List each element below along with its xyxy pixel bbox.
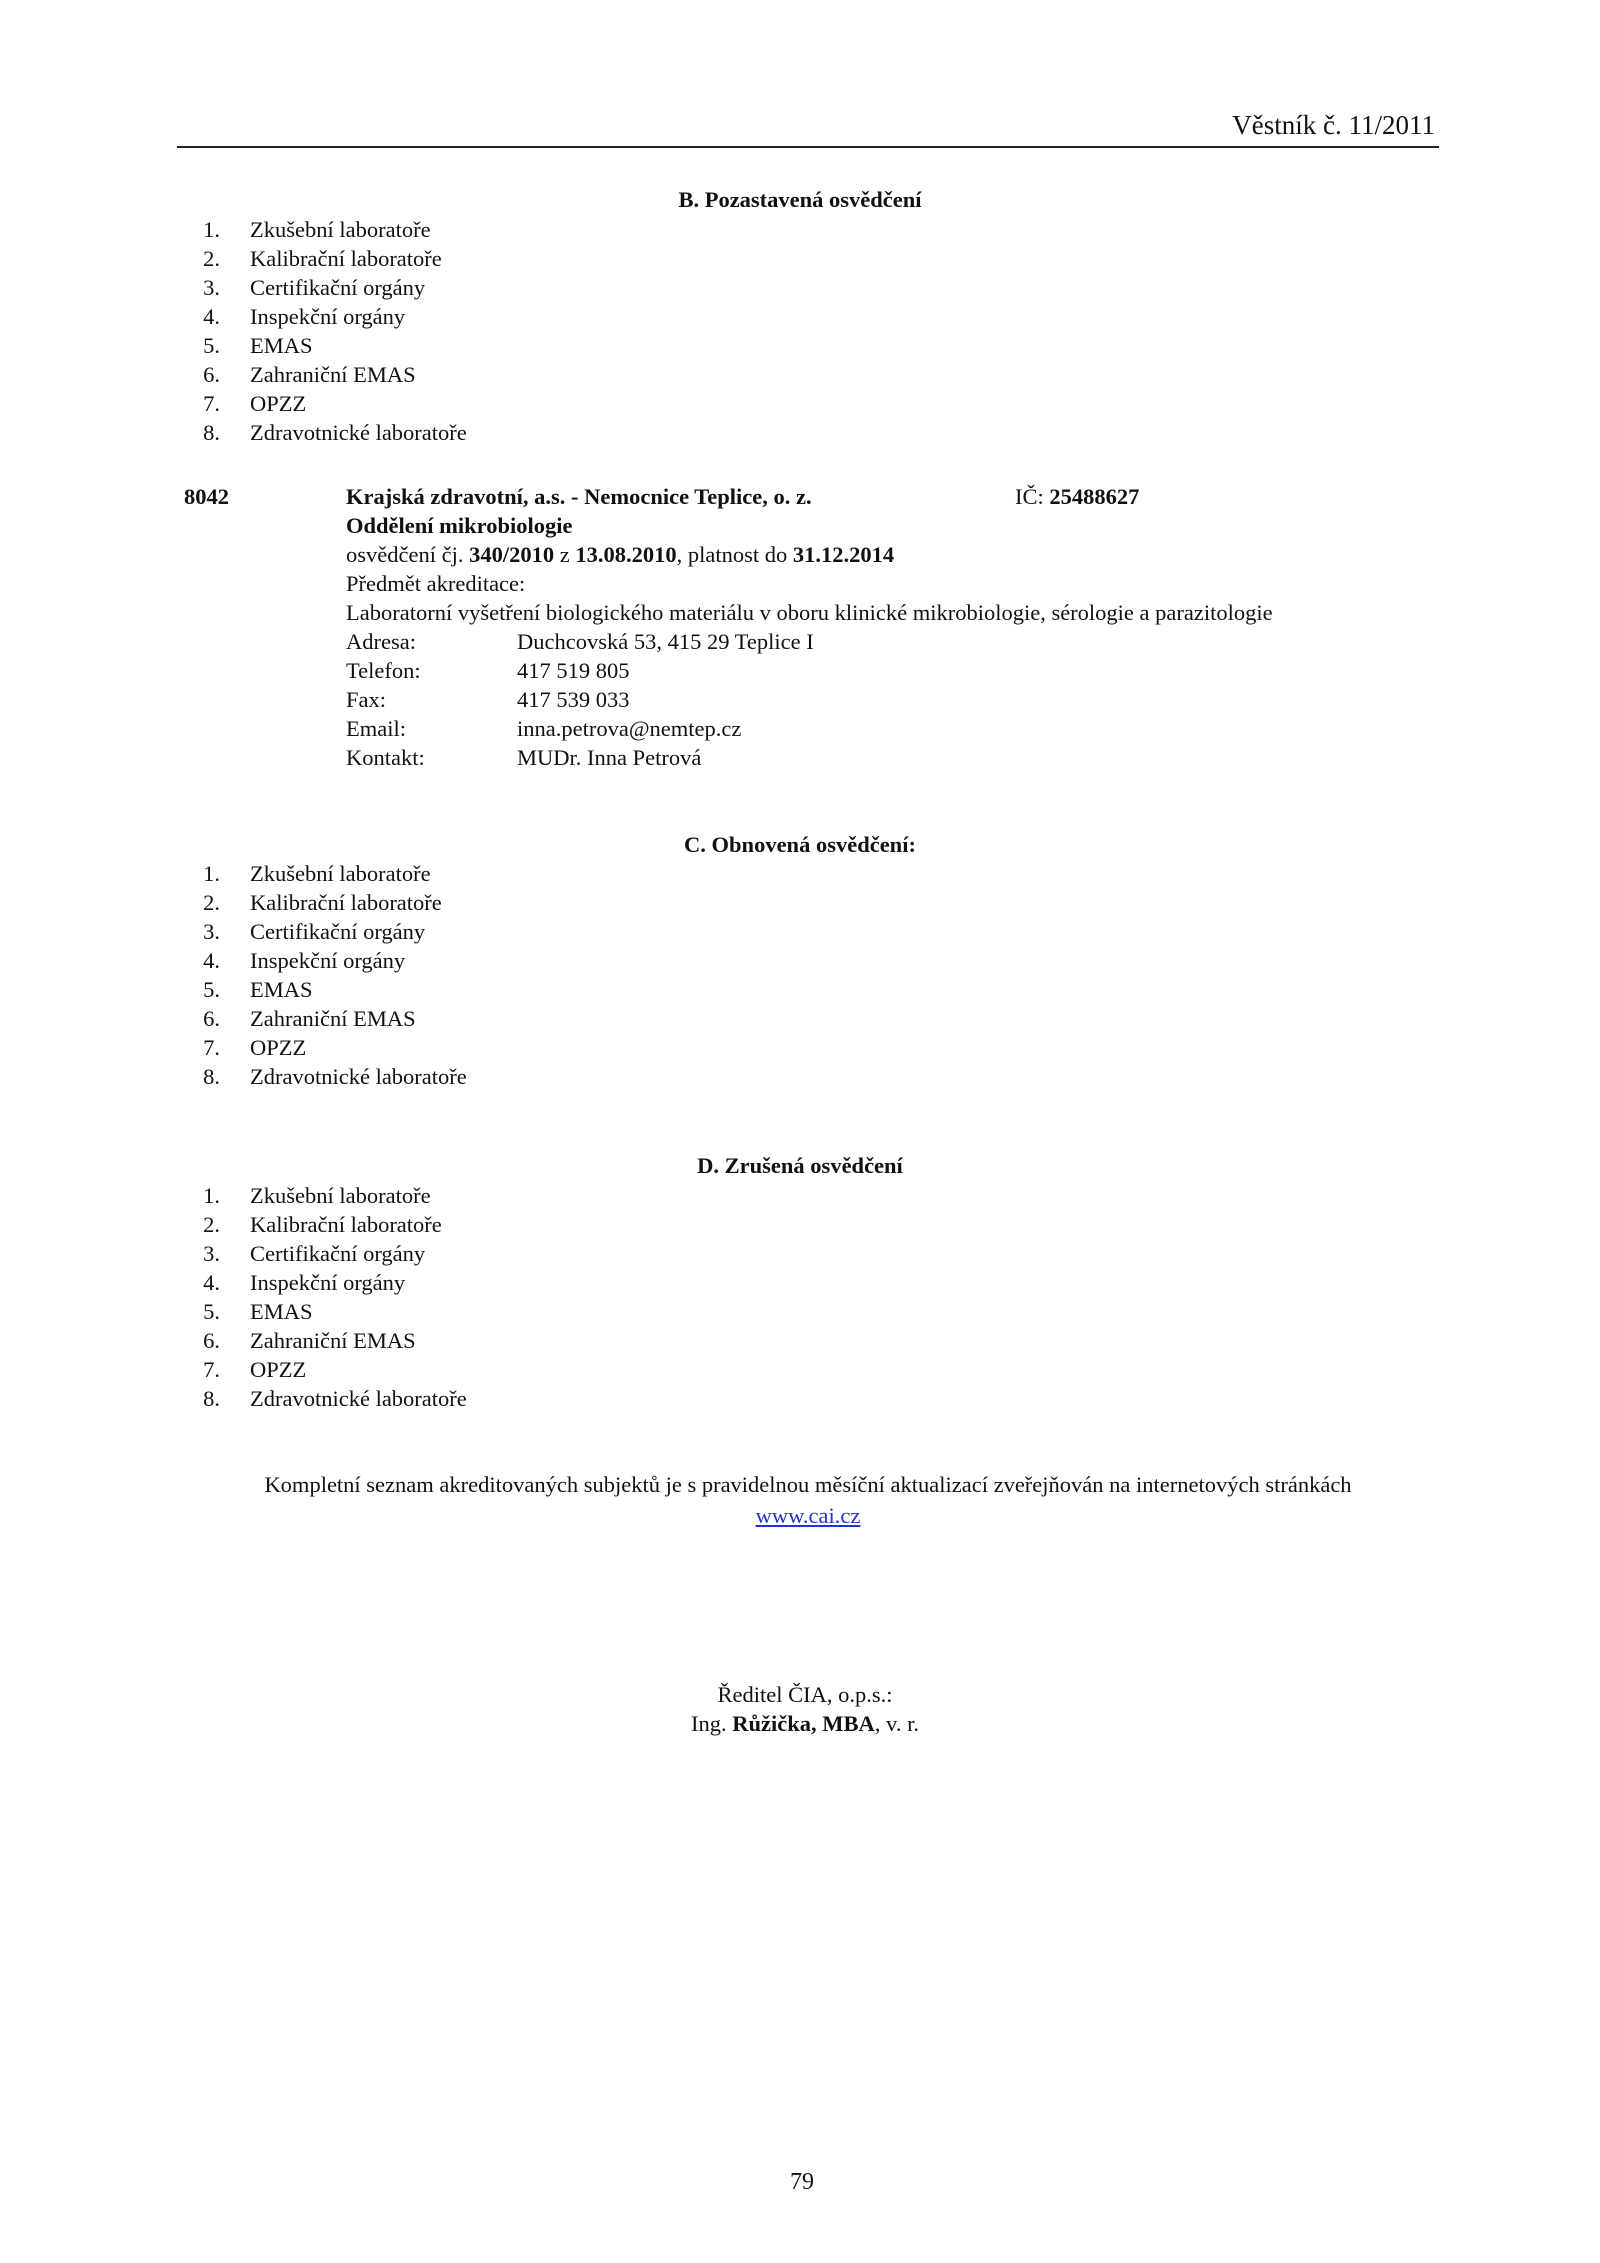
- entry-fax: Fax: 417 539 033: [346, 687, 630, 712]
- entry-name: Krajská zdravotní, a.s. - Nemocnice Teplice, o. z.: [346, 484, 812, 509]
- list-item: 4. Inspekční orgány: [203, 304, 406, 329]
- footer-note-text: Kompletní seznam akreditovaných subjektů je s pravidelnou měsíční aktualizací zveřejňován na internetových stránkách: [264, 1472, 1352, 1497]
- list-item: 2. Kalibrační laboratoře: [203, 890, 442, 915]
- list-item: 2. Kalibrační laboratoře: [203, 246, 442, 271]
- section-c-title: C. Obnovená osvědčení:: [684, 832, 916, 857]
- list-item: 7. OPZZ: [203, 1357, 307, 1382]
- page-number: 79: [790, 2169, 814, 2195]
- list-item: 7. OPZZ: [203, 1035, 307, 1060]
- list-item: 3. Certifikační orgány: [203, 275, 426, 300]
- entry-phone: Telefon: 417 519 805: [346, 658, 630, 683]
- entry-subject: Laboratorní vyšetření biologického materiálu v oboru klinické mikrobiologie, sérologie a parazitologie: [346, 600, 1273, 625]
- list-item: 6. Zahraniční EMAS: [203, 362, 416, 387]
- signature-name: Ing. Růžička, MBA, v. r.: [691, 1711, 919, 1736]
- list-item: 6. Zahraniční EMAS: [203, 1006, 416, 1031]
- list-item: 4. Inspekční orgány: [203, 948, 406, 973]
- signature-role: Ředitel ČIA, o.p.s.:: [717, 1682, 893, 1707]
- section-d-title: D. Zrušená osvědčení: [697, 1153, 903, 1178]
- list-item: 8. Zdravotnické laboratoře: [203, 420, 467, 445]
- section-b-list: [198, 215, 467, 447]
- entry-contact: Kontakt: MUDr. Inna Petrová: [346, 745, 702, 770]
- entry-address: Adresa: Duchcovská 53, 415 29 Teplice I: [346, 629, 814, 654]
- list-item: 5. EMAS: [203, 1299, 313, 1324]
- section-c-list: [198, 859, 467, 1091]
- website-link[interactable]: www.cai.cz: [755, 1503, 861, 1528]
- list-item: 3. Certifikační orgány: [203, 1241, 426, 1266]
- list-item: 5. EMAS: [203, 977, 313, 1002]
- entry-email: Email: inna.petrova@nemtep.cz: [346, 716, 742, 741]
- list-item: 8. Zdravotnické laboratoře: [203, 1064, 467, 1089]
- journal-header: Věstník č. 11/2011: [1232, 110, 1435, 140]
- entry-department: Oddělení mikrobiologie: [346, 513, 573, 538]
- list-item: 7. OPZZ: [203, 391, 307, 416]
- signature-block: [0, 1680, 1600, 1738]
- list-item: 8. Zdravotnické laboratoře: [203, 1386, 467, 1411]
- entry-details: [346, 482, 1273, 772]
- entry-subject-label: Předmět akreditace:: [346, 571, 526, 596]
- header-rule: [177, 146, 1439, 148]
- list-item: 1. Zkušební laboratoře: [203, 217, 431, 242]
- list-item: 1. Zkušební laboratoře: [203, 1183, 431, 1208]
- list-item: 1. Zkušební laboratoře: [203, 861, 431, 886]
- section-d-list: [198, 1181, 467, 1413]
- list-item: 3. Certifikační orgány: [203, 919, 426, 944]
- entry-id: 8042: [184, 484, 229, 509]
- list-item: 6. Zahraniční EMAS: [203, 1328, 416, 1353]
- list-item: 5. EMAS: [203, 333, 313, 358]
- list-item: 2. Kalibrační laboratoře: [203, 1212, 442, 1237]
- list-item: 4. Inspekční orgány: [203, 1270, 406, 1295]
- section-b-title: B. Pozastavená osvědčení: [678, 187, 922, 212]
- entry-certificate: osvědčení čj. 340/2010 z 13.08.2010, platnost do 31.12.2014: [346, 542, 895, 567]
- entry-ic: IČ: 25488627: [1015, 484, 1140, 509]
- footer-note: [0, 1470, 1600, 1532]
